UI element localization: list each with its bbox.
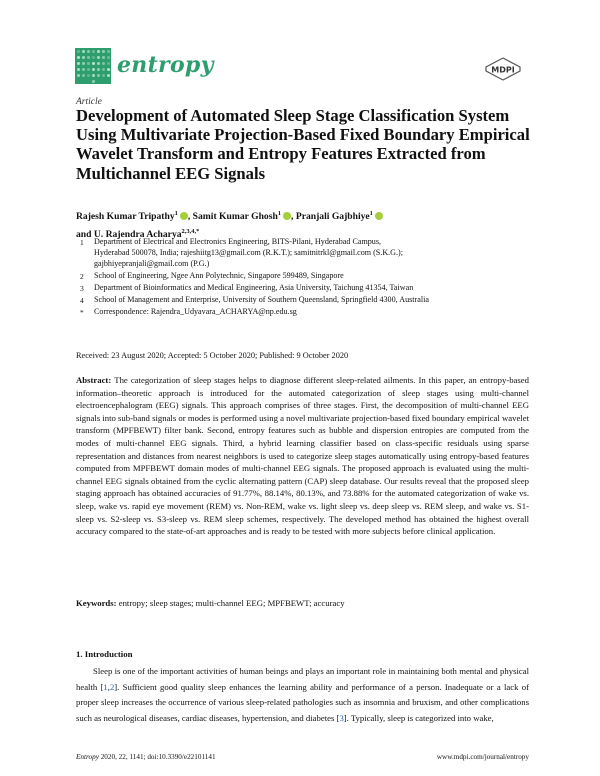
author-affiliation-mark: 1 — [174, 210, 178, 217]
intro-text: Sleep is one of the important activities of human beings and plays an important role in maintaining both mental and physical health [ — [76, 666, 529, 692]
logo-dot — [97, 62, 100, 65]
intro-text: ]. Typically, sleep is categorized into wake, — [343, 712, 494, 723]
logo-dot — [102, 56, 105, 59]
journal-logo-icon — [75, 48, 111, 84]
footer-journal: Entropy — [76, 753, 99, 761]
keywords-text: entropy; sleep stages; multi-channel EEG; MPFBEWT; accuracy — [118, 598, 345, 608]
affiliation-mark: 4 — [80, 296, 84, 305]
logo-dot — [92, 50, 95, 53]
mdpi-logo-text: MDPI — [491, 65, 515, 75]
footer-doi[interactable]: 2020, 22, 1141; doi:10.3390/e22101141 — [100, 753, 216, 761]
logo-dot — [102, 62, 105, 65]
logo-dot — [82, 68, 85, 71]
author-name: Rajesh Kumar Tripathy — [76, 211, 175, 223]
affiliation-line: Department of Electrical and Electronics Engineering, BITS-Pilani, Hyderabad Campus, — [94, 237, 382, 246]
orcid-icon[interactable] — [180, 212, 188, 220]
orcid-icon[interactable] — [283, 212, 291, 220]
mdpi-logo-icon — [484, 57, 522, 81]
logo-dot — [107, 50, 110, 53]
affiliation-3: Department of Bioinformatics and Medical Engineering, Asia University, Taichung 41354, Taiwan — [94, 283, 414, 292]
logo-dot — [92, 68, 95, 71]
logo-dot — [82, 74, 85, 77]
author-affiliation-mark: 2,3,4,* — [181, 228, 200, 236]
logo-dot — [107, 56, 110, 59]
correspondence: Correspondence: Rajendra_Udyavara_ACHARYA@np.edu.sg — [94, 307, 297, 316]
affiliation-mark: 1 — [80, 238, 84, 247]
citation-link[interactable]: 1 — [103, 681, 108, 692]
logo-dot — [102, 68, 105, 71]
abstract-label: Abstract: — [76, 375, 112, 385]
author-name: and U. Rajendra Acharya — [76, 229, 182, 241]
logo-dot — [102, 74, 105, 77]
keywords-label: Keywords: — [76, 598, 117, 608]
paper-title: Development of Automated Sleep Stage Classification System Using Multivariate Projection-Based Fixed Boundary Empirical Wavelet Transform and Entropy Features Extracted from Multichannel EEG Signals — [76, 106, 530, 183]
intro-text: ]. Sufficient good quality sleep enhances the learning ability and performance of a person. Inadequate or a lack of proper sleep increases the occurrence of various sleep-related pathologies such as insomnia and bruxism, and other complications such as neurological diseases, cardiac diseases, hypertension, and diabetes [ — [76, 681, 529, 723]
author-affiliation-mark: 1 — [369, 210, 373, 217]
logo-dot — [82, 56, 85, 59]
logo-dot — [77, 50, 80, 53]
keywords — [76, 598, 529, 608]
correspondence-mark: * — [80, 308, 84, 317]
journal-name: entropy — [117, 52, 214, 78]
affiliation-1 — [94, 236, 534, 270]
logo-dot — [107, 62, 110, 65]
logo-dot — [87, 74, 90, 77]
introduction-paragraph — [76, 664, 529, 726]
logo-dot — [87, 68, 90, 71]
logo-dot — [77, 68, 80, 71]
footer-citation — [76, 753, 216, 761]
affiliation-mark: 2 — [80, 272, 84, 281]
logo-dot — [92, 80, 95, 83]
logo-dot — [77, 74, 80, 77]
affiliation-mark: 3 — [80, 284, 84, 293]
affiliation-2: School of Engineering, Ngee Ann Polytechnic, Singapore 599489, Singapore — [94, 271, 344, 280]
author-name: Pranjali Gajbhiye — [295, 211, 370, 223]
logo-dot — [82, 50, 85, 53]
logo-dot — [87, 50, 90, 53]
orcid-icon[interactable] — [375, 212, 383, 220]
affiliation-line: gajbhiyepranjali@gmail.com (P.G.) — [94, 259, 210, 269]
author-name: Samit Kumar Ghosh — [192, 211, 278, 223]
publication-dates: Received: 23 August 2020; Accepted: 5 October 2020; Published: 9 October 2020 — [76, 351, 349, 360]
logo-dot — [92, 56, 95, 59]
affiliation-line: Hyderabad 500078, India; rajeshiitg13@gmail.com (R.K.T.); samitnitrkl@gmail.com (S.K.G.); — [94, 248, 403, 258]
abstract-text: The categorization of sleep stages helps to diagnose different sleep-related ailments. In this paper, an entropy-based information–theoretic approach is introduced for the automated categorization of sleep stages using multi-channel electroencephalogram (EEG) signals. This approach comprises of three stages. First, the decomposition of multi-channel EEG signals into sub-band signals or modes is performed using a novel multivariate projection-based fixed boundary empirical wavelet transform (MPFBEWT) filter bank. Second, entropy features such as bubble and dispersion entropies are computed from the modes of multi-channel EEG signals. Third, a hybrid learning classifier based on class-specific residuals using sparse representation and distances from nearest neighbors is used to categorize sleep stages automatically using entropy-based features computed from MPFBEWT domain modes of multi-channel EEG signals. The proposed approach is evaluated using the multi-channel EEG signals obtained from the cyclic alternating pattern (CAP) sleep database. Our results reveal that the proposed sleep staging approach has obtained accuracies of 91.77%, 88.14%, 80.13%, and 73.88% for the automated categorization of wake vs. sleep, wake vs. rapid eye movement (REM) vs. Non-REM, wake vs. light sleep vs. deep sleep vs. REM sleep, and wake vs. S1-sleep vs. S2-sleep vs. S3-sleep vs. REM sleep schemes, respectively. The developed method has obtained the highest overall accuracy compared to the state-of-art approaches and is ready to be tested with more subjects before clinical application. — [76, 375, 529, 537]
logo-dot — [102, 50, 105, 53]
logo-dot — [97, 56, 100, 59]
logo-dot — [97, 68, 100, 71]
logo-dot — [97, 50, 100, 53]
logo-dot — [107, 74, 110, 77]
logo-dot — [77, 62, 80, 65]
logo-dot — [87, 62, 90, 65]
article-type: Article — [76, 97, 102, 107]
logo-dot — [92, 62, 95, 65]
logo-dot — [107, 68, 110, 71]
citation-link[interactable]: 3 — [339, 712, 344, 723]
logo-dot — [82, 62, 85, 65]
logo-dot — [97, 74, 100, 77]
author-affiliation-mark: 1 — [277, 210, 282, 217]
affiliation-4: School of Management and Enterprise, University of Southern Queensland, Springfield 4300, Australia — [94, 295, 429, 304]
abstract — [76, 374, 529, 538]
intro-text: , — [107, 681, 110, 692]
author-list: Rajesh Kumar Tripathy$^1$ , Samit Kumar Ghosh$^1$ , Pranjali Gajbhiye$^1$ and U. Rajendra Acharya$^{2,3,4,*}$ — [76, 206, 536, 242]
logo-dot — [77, 56, 80, 59]
section-heading: 1. Introduction — [76, 649, 133, 659]
logo-dot — [92, 74, 95, 77]
footer-url[interactable]: www.mdpi.com/journal/entropy — [436, 753, 529, 761]
logo-dot — [87, 56, 90, 59]
citation-link[interactable]: 2 — [109, 681, 115, 692]
